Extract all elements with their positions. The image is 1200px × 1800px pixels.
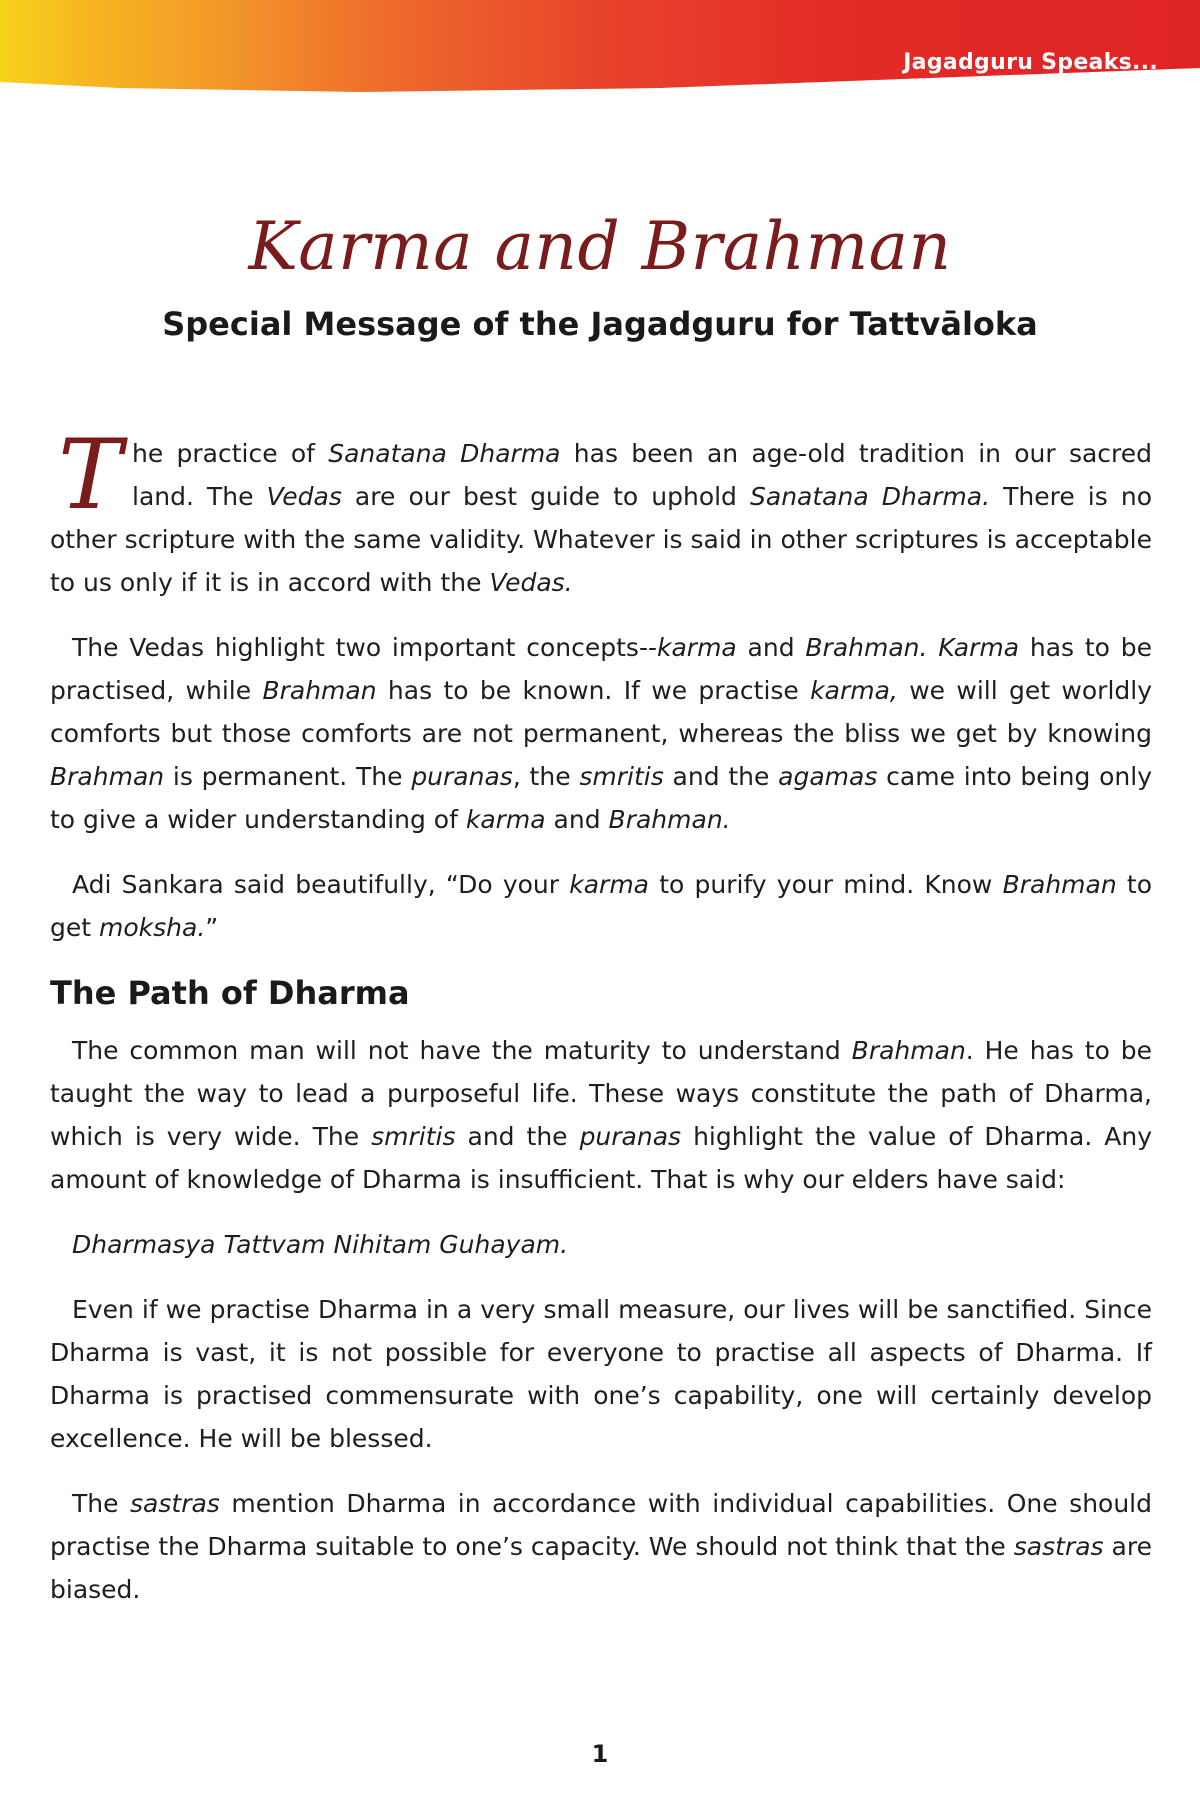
paragraph-intro: [50, 419, 1153, 604]
section-label: Jagadguru Speaks...: [903, 50, 1158, 75]
text-run: The: [72, 1489, 131, 1518]
text-run: mention Dharma in accordance with individual capabilities. One should practise the Dharma suitable to one’s capacity. We should not think that the: [50, 1489, 1152, 1561]
text-run: . He has to be taught the way to lead a purposeful life. These ways constitute the path of Dharma, which is very wide. The: [50, 1036, 1153, 1151]
emphasis-term: puranas: [579, 1122, 682, 1151]
text-run: ”: [205, 913, 219, 942]
text-run: to get: [50, 870, 1153, 942]
text-run: we will get worldly comforts but those comforts are not permanent, whereas the bliss we get by knowing: [50, 676, 1153, 748]
article-subtitle: Special Message of the Jagadguru for Tattvāloka: [162, 305, 1038, 343]
paragraph-karma-brahman: [50, 626, 1152, 841]
drop-cap: T: [58, 419, 123, 531]
paragraph-adi-sankara: [50, 863, 1152, 949]
article-body: [50, 419, 1153, 1633]
emphasis-term: Vedas: [266, 482, 342, 511]
text-run: are biased.: [50, 1532, 1152, 1604]
text-run: are our best guide to uphold: [341, 482, 751, 511]
text-run: Adi Sankara said beautifully, “Do your: [72, 870, 570, 899]
section-heading: The Path of Dharma: [50, 974, 410, 1012]
emphasis-term: agamas: [778, 762, 878, 791]
paragraph-small-measure: Even if we practise Dharma in a very small measure, our lives will be sanctified. Since Dharma is vast, it is not possible for everyone to practise all aspects of Dharma. If Dharma is practised commensurate with one’s capability, one will certainly develop excellence. He will be blessed.: [50, 1295, 1152, 1453]
emphasis-term: karma,: [810, 676, 898, 705]
text-run: and the: [455, 1122, 580, 1151]
emphasis-term: Vedas.: [489, 568, 573, 597]
paragraph-common-man: [50, 1029, 1152, 1201]
text-run: The Vedas highlight two important concepts--: [72, 633, 657, 662]
text-run: has been an age-old tradition in our sacred land. The: [132, 439, 1153, 511]
text-run: and the: [663, 762, 779, 791]
emphasis-term: sastras: [1013, 1532, 1104, 1561]
text-run: and: [736, 633, 806, 662]
emphasis-term: Brahman.: [608, 805, 731, 834]
emphasis-term: Brahman: [851, 1036, 966, 1065]
emphasis-term: puranas: [411, 762, 513, 791]
emphasis-term: karma: [569, 870, 649, 899]
paragraph-sastras: [50, 1482, 1152, 1611]
text-run: has to be known. If we practise: [376, 676, 811, 705]
emphasis-term: moksha.: [99, 913, 206, 942]
emphasis-term: Brahman: [262, 676, 377, 705]
text-run: and: [545, 805, 609, 834]
page-number: 1: [591, 1740, 609, 1768]
article-title: Karma and Brahman: [248, 208, 952, 285]
text-run: is permanent. The: [164, 762, 412, 791]
text-run: The common man will not have the maturity to understand: [72, 1036, 852, 1065]
emphasis-term: smritis: [371, 1122, 456, 1151]
emphasis-term: karma: [657, 633, 737, 662]
emphasis-term: karma: [465, 805, 546, 834]
text-run: to purify your mind. Know: [649, 870, 1003, 899]
text-run: has to be practised, while: [50, 633, 1152, 705]
text-run: he practice of: [132, 439, 329, 468]
sanskrit-verse: Dharmasya Tattvam Nihitam Guhayam.: [72, 1230, 569, 1259]
emphasis-term: Sanatana Dharma: [328, 439, 561, 468]
emphasis-term: Sanatana Dharma.: [750, 482, 991, 511]
text-run: came into being only to give a wider understanding of: [50, 762, 1153, 834]
emphasis-term: Brahman: [50, 762, 165, 791]
emphasis-term: Brahman: [1002, 870, 1117, 899]
text-run: There is no other scripture with the same validity. Whatever is said in other scriptures is acceptable to us only if it is in accord with the: [50, 482, 1152, 597]
emphasis-term: sastras: [130, 1489, 220, 1518]
text-run: , the: [512, 762, 580, 791]
emphasis-term: smritis: [579, 762, 664, 791]
text-run: highlight the value of Dharma. Any amount of knowledge of Dharma is insufficient. That is why our elders have said:: [50, 1122, 1152, 1194]
emphasis-term: Brahman. Karma: [805, 633, 1020, 662]
